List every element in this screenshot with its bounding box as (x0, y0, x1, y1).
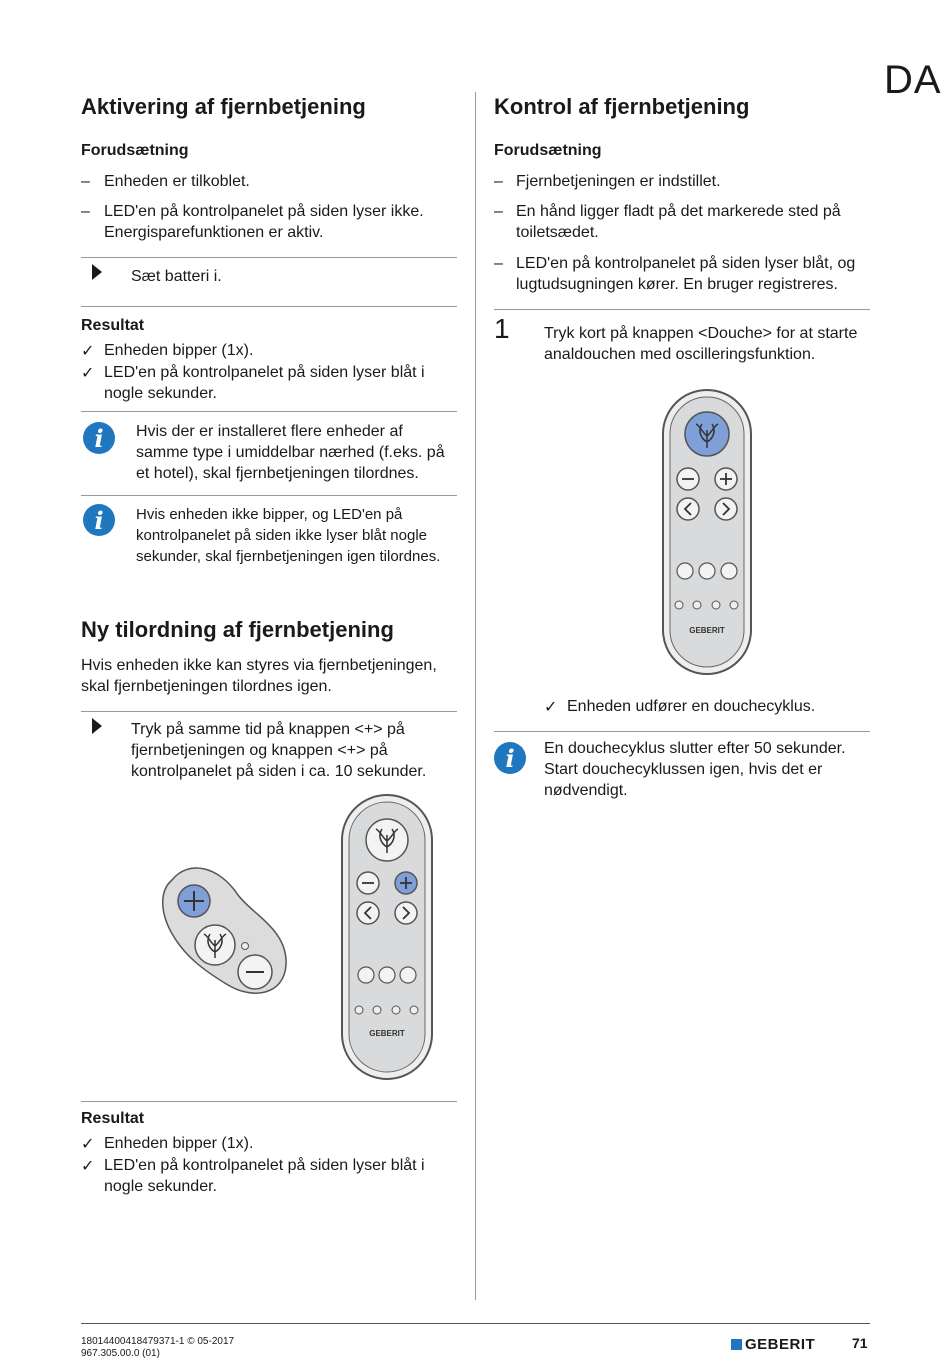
check-icon: ✓ (81, 1136, 95, 1153)
arrow-right-icon (92, 718, 102, 734)
divider (81, 411, 457, 412)
info-icon: i (83, 422, 115, 454)
check-icon: ✓ (81, 365, 95, 382)
info-text: samme type i umiddelbar nærhed (f.eks. på (136, 444, 445, 461)
brand-logo (731, 1336, 815, 1353)
column-divider (475, 92, 476, 1300)
info-text: et hotel), skal fjernbetjeningen tilordnes. (136, 465, 419, 482)
divider (81, 257, 457, 258)
action-step: fjernbetjeningen og knappen <+> på (131, 742, 388, 759)
prereq-item: Enheden er tilkoblet. (104, 173, 250, 190)
chevron-left-icon (677, 498, 699, 520)
prereq-item: Fjernbetjeningen er indstillet. (516, 173, 721, 190)
brand-square (731, 1339, 742, 1350)
side-control-panel-illustration (158, 860, 290, 1000)
divider (81, 495, 457, 496)
remote-brand-label: GEBERIT (369, 1029, 405, 1038)
dash-bullet: – (494, 173, 503, 190)
chevron-left-icon (357, 902, 379, 924)
result-label: Resultat (81, 317, 145, 334)
info-text: En douchecyklus slutter efter 50 sekunder. (544, 740, 846, 757)
divider (81, 1101, 457, 1102)
article-number: 967.305.00.0 (01) (81, 1348, 160, 1359)
prereq-label: Forudsætning (494, 142, 602, 159)
check-icon: ✓ (544, 699, 558, 716)
step-text: analdouchen med oscilleringsfunktion. (544, 346, 816, 363)
intro-text: Hvis enheden ikke kan styres via fjernbetjeningen, (81, 657, 437, 674)
language-tag: DA (884, 58, 942, 102)
remote-illustration-left (340, 793, 434, 1081)
footer-rule (81, 1323, 870, 1324)
info-text: Hvis der er installeret flere enheder af (136, 423, 403, 440)
arrow-right-icon (92, 264, 102, 280)
result-item: LED'en på kontrolpanelet på siden lyser blåt i (104, 1157, 425, 1174)
intro-text: skal fjernbetjeningen tilordnes igen. (81, 678, 332, 695)
prereq-item: Energisparefunktionen er aktiv. (104, 224, 324, 241)
remote-illustration-right (661, 388, 753, 676)
result-item: Enheden bipper (1x). (104, 342, 254, 359)
result-item: nogle sekunder. (104, 385, 217, 402)
dash-bullet: – (81, 173, 90, 190)
brand-name: GEBERIT (745, 1336, 816, 1353)
step-text: Tryk kort på knappen <Douche> for at starte (544, 325, 858, 342)
result-item: Enheden bipper (1x). (104, 1135, 254, 1152)
section-heading-check: Kontrol af fjernbetjening (494, 94, 750, 119)
prereq-item: lugtudsugningen kører. En bruger registreres. (516, 276, 838, 293)
result-item: LED'en på kontrolpanelet på siden lyser blåt i (104, 364, 425, 381)
dash-bullet: – (494, 203, 503, 220)
remote-brand-label: GEBERIT (689, 626, 725, 635)
prereq-item: toiletsædet. (516, 224, 599, 241)
divider (81, 306, 457, 307)
divider (494, 731, 870, 732)
result-item: nogle sekunder. (104, 1178, 217, 1195)
check-icon: ✓ (81, 1158, 95, 1175)
prereq-item: En hånd ligger fladt på det markerede sted på (516, 203, 841, 220)
dash-bullet: – (81, 203, 90, 220)
info-text: Hvis enheden ikke bipper, og LED'en på (136, 506, 403, 523)
prereq-item: LED'en på kontrolpanelet på siden lyser blåt, og (516, 255, 856, 272)
step-number: 1 (494, 313, 510, 344)
info-text: sekunder, skal fjernbetjeningen igen tilordnes. (136, 548, 441, 565)
info-text: nødvendigt. (544, 782, 628, 799)
info-text: kontrolpanelet på siden ikke lyser blåt nogle (136, 527, 428, 544)
document-code: 18014400418479371-1 © 05-2017 (81, 1336, 235, 1347)
result-label: Resultat (81, 1110, 145, 1127)
action-step: Sæt batteri i. (131, 268, 222, 285)
prereq-item: LED'en på kontrolpanelet på siden lyser ikke. (104, 203, 424, 220)
section-heading-activation: Aktivering af fjernbetjening (81, 94, 366, 119)
result-item: Enheden udfører en douchecyklus. (567, 698, 816, 715)
divider (494, 309, 870, 310)
page-number: 71 (852, 1335, 868, 1351)
info-text: Start douchecyklussen igen, hvis det er (544, 761, 823, 778)
action-step: kontrolpanelet på siden i ca. 10 sekunder. (131, 763, 427, 780)
chevron-right-icon (395, 902, 417, 924)
divider (81, 711, 457, 712)
chevron-right-icon (715, 498, 737, 520)
info-icon: i (494, 742, 526, 774)
dash-bullet: – (494, 255, 503, 272)
info-icon: i (83, 504, 115, 536)
section-heading-reassign: Ny tilordning af fjernbetjening (81, 617, 394, 642)
check-icon: ✓ (81, 343, 95, 360)
action-step: Tryk på samme tid på knappen <+> på (131, 721, 405, 738)
prereq-label: Forudsætning (81, 142, 189, 159)
